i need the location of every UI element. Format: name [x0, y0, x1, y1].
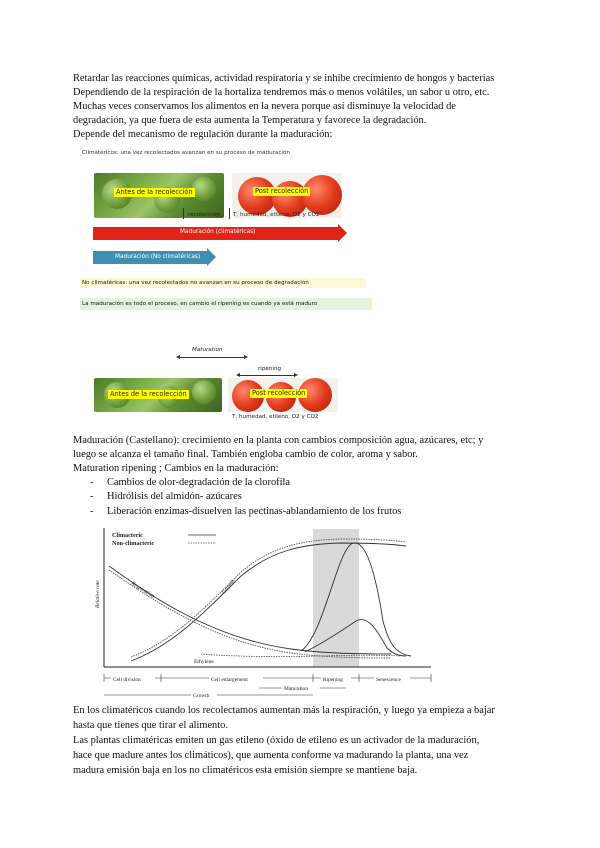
maturation-bar-label: Maturation — [284, 686, 308, 692]
y-axis-label: Relative rate — [95, 580, 101, 608]
before-harvest-label-2: Antes de la recolección — [110, 390, 187, 398]
paragraph-1: Retardar las reacciones químicas, actividad respiratoria y se inhibe crecimiento de hongos y bacterias — [73, 73, 495, 84]
stage-ripening: Ripening — [323, 677, 343, 683]
bullet-item: - Hidrólisis del almidón- azúcares — [90, 491, 242, 502]
bullet-item: - Cambios de olor-degradación de la clorofila — [90, 477, 291, 488]
ripening-shaded-region — [313, 529, 359, 667]
paragraph-8c: madura emisión baja en los no climatéricos esta emisión siempre se mantiene baja. — [73, 765, 418, 776]
paragraph-5a: Maduración (Castellano): crecimiento en la planta con cambios composición agua, azúcares, etc; y — [73, 435, 484, 446]
post-harvest-label-2: Post recolección — [252, 389, 306, 397]
post-harvest-label: Post recolección — [255, 187, 309, 195]
paragraph-6: Maturation ripening ; Cambios en la maduración: — [73, 463, 279, 474]
ethylene-baseline — [201, 654, 401, 657]
paragraph-7b: hasta que tienes que tirar el alimento. — [73, 720, 228, 731]
non-climateric-note: No climatéricas: una vez recolectados no avanzan en su proceso de degradación — [82, 280, 309, 286]
stage-cell-division: Cell division — [113, 677, 141, 683]
growth-bar-label: Growth — [193, 693, 210, 698]
climateric-note: Climatéricos: una vez recolectados avanzan en su proceso de maduración — [82, 150, 290, 156]
paragraph-8a: Las plantas climatéricas emiten un gas etileno (óxido de etileno es un activador de la maduración, — [73, 735, 480, 746]
conditions-label-1: T, humedad, etileno, O2 y CO2 — [233, 212, 320, 218]
bullet-item: - Liberación enzimas-disuelven las pectinas-ablandamiento de los frutos — [90, 506, 402, 517]
paragraph-4: Depende del mecanismo de regulación durante la maduración: — [73, 129, 333, 140]
stage-senescence: Senescence — [376, 677, 401, 683]
conditions-label-2: T, humedad, etileno, O2 y CO2 — [232, 414, 319, 420]
before-harvest-label: Antes de la recolección — [116, 188, 193, 196]
growth-curve-label: Growth — [220, 578, 237, 596]
ripening-stages-graph — [91, 526, 436, 698]
ripening-label: ripening — [258, 366, 282, 372]
paragraph-7a: En los climatéricos cuando los recolectamos aumentan más la respiración, y luego ya empieza a bajar — [73, 705, 495, 716]
legend-nonclimacteric: Non-climacteric — [112, 540, 155, 547]
ethylene-label: Ethylene — [194, 659, 214, 665]
paragraph-3a: Muchas veces conservamos los alimentos en la nevera porque así disminuye la velocidad de — [73, 101, 456, 112]
growth-curve-dotted — [131, 539, 406, 657]
paragraph-2: Dependiendo de la respiración de la hortaliza tendremos más o menos volátiles, un sabor u otro, etc. — [73, 87, 490, 98]
harvest-small-label: recolección — [188, 212, 220, 218]
paragraph-3b: degradación, ya que fuera de esta aumenta la Temperatura y favorece la degradación. — [73, 115, 427, 126]
stage-cell-enlargement: Cell enlargement — [211, 677, 248, 683]
respiration-label: Respiration — [129, 580, 156, 600]
climateric-arrow-label: Maduración (climatéricas) — [180, 229, 256, 235]
maturation-ripening-note: La maduración es todo el proceso, en cambio el ripening es cuando ya está maduro — [82, 301, 318, 307]
paragraph-5b: luego se alcanza el tamaño final. También engloba cambio de color, aroma y sabor. — [73, 449, 418, 460]
growth-curve — [131, 543, 406, 661]
paragraph-8b: hace que madure antes los climáticos), que aumenta conforme va madurando la planta, una vez — [73, 750, 469, 761]
maturation-label: Maturation — [192, 347, 223, 353]
non-climateric-arrow-label: Maduración (No climatéricas) — [115, 254, 201, 260]
legend-climacteric: Climacteric — [112, 532, 143, 539]
